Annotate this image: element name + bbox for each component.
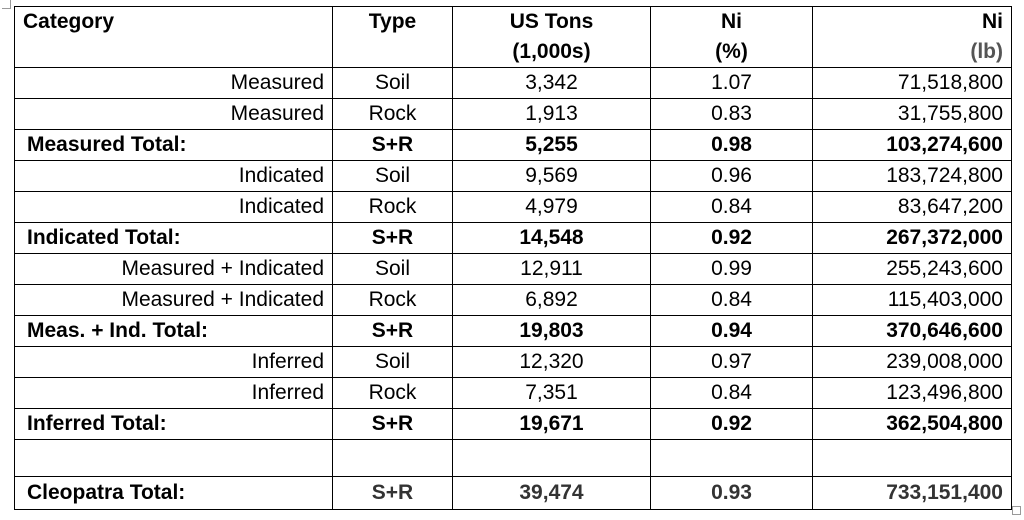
cell-ni-pct: 0.93 — [651, 477, 813, 510]
cell-category: Inferred — [15, 378, 333, 409]
header-us-tons — [453, 7, 651, 68]
cell-type: Soil — [333, 161, 453, 192]
header-category — [15, 7, 333, 68]
cell-category: Measured + Indicated — [15, 285, 333, 316]
cell-ni-pct: 0.96 — [651, 161, 813, 192]
cell-category: Indicated Total: — [15, 223, 333, 254]
cell-ni-lb: 115,403,000 — [813, 285, 1012, 316]
cell-category: Inferred Total: — [15, 409, 333, 440]
cell-ni-lb: 239,008,000 — [813, 347, 1012, 378]
header-type — [333, 7, 453, 68]
cell-category — [15, 440, 333, 477]
cell-ni-pct: 1.07 — [651, 68, 813, 99]
cell-category: Cleopatra Total: — [15, 477, 333, 510]
header-us-tons-label: US Tons — [509, 10, 594, 33]
cell-ni-lb: 255,243,600 — [813, 254, 1012, 285]
table-row — [15, 161, 1012, 192]
table-resize-handle[interactable] — [1012, 506, 1021, 515]
cell-ni-pct: 0.97 — [651, 347, 813, 378]
table-row — [15, 99, 1012, 130]
cell-ni-pct: 0.98 — [651, 130, 813, 161]
table-row — [15, 192, 1012, 223]
header-ni-percent-label: Ni — [721, 10, 742, 33]
cell-tons: 6,892 — [453, 285, 651, 316]
cell-ni-lb: 123,496,800 — [813, 378, 1012, 409]
table-row — [15, 223, 1012, 254]
cell-type — [333, 440, 453, 477]
cell-ni-lb: 83,647,200 — [813, 192, 1012, 223]
cell-type: S+R — [333, 130, 453, 161]
cell-type: Rock — [333, 378, 453, 409]
cell-ni-pct: 0.84 — [651, 285, 813, 316]
cell-type: Soil — [333, 347, 453, 378]
cell-type: S+R — [333, 316, 453, 347]
cell-category: Measured + Indicated — [15, 254, 333, 285]
cell-tons: 1,913 — [453, 99, 651, 130]
header-ni-percent — [651, 7, 813, 68]
header-ni-percent-unit: (%) — [715, 40, 748, 63]
cell-ni-pct: 0.99 — [651, 254, 813, 285]
cell-category: Meas. + Ind. Total: — [15, 316, 333, 347]
cell-category: Measured Total: — [15, 130, 333, 161]
table-row — [15, 285, 1012, 316]
cell-tons: 39,474 — [453, 477, 651, 510]
table-row — [15, 347, 1012, 378]
cell-type: S+R — [333, 223, 453, 254]
cell-category: Inferred — [15, 347, 333, 378]
table-row — [15, 130, 1012, 161]
cell-ni-pct — [651, 440, 813, 477]
cell-type: Soil — [333, 68, 453, 99]
cell-type: S+R — [333, 409, 453, 440]
resource-estimate-table — [14, 6, 1012, 510]
cell-type: S+R — [333, 477, 453, 510]
cell-ni-pct: 0.83 — [651, 99, 813, 130]
table-row — [15, 477, 1012, 510]
table-row — [15, 409, 1012, 440]
cell-tons: 9,569 — [453, 161, 651, 192]
cell-tons: 3,342 — [453, 68, 651, 99]
cell-ni-lb: 71,518,800 — [813, 68, 1012, 99]
cell-type: Rock — [333, 285, 453, 316]
header-ni-lb-unit: (lb) — [970, 40, 1003, 63]
cell-type: Rock — [333, 192, 453, 223]
header-ni-lb — [813, 7, 1012, 68]
table-row — [15, 378, 1012, 409]
cell-ni-lb: 370,646,600 — [813, 316, 1012, 347]
cell-category: Measured — [15, 99, 333, 130]
cell-ni-pct: 0.92 — [651, 409, 813, 440]
cell-category: Measured — [15, 68, 333, 99]
cell-tons: 4,979 — [453, 192, 651, 223]
cell-ni-lb — [813, 440, 1012, 477]
cell-ni-lb: 362,504,800 — [813, 409, 1012, 440]
header-row — [15, 7, 1012, 68]
cell-type: Soil — [333, 254, 453, 285]
header-us-tons-unit: (1,000s) — [512, 40, 591, 63]
cell-ni-lb: 267,372,000 — [813, 223, 1012, 254]
cell-ni-lb: 31,755,800 — [813, 99, 1012, 130]
cell-tons — [453, 440, 651, 477]
cell-ni-pct: 0.94 — [651, 316, 813, 347]
cell-tons: 19,803 — [453, 316, 651, 347]
cell-tons: 7,351 — [453, 378, 651, 409]
table-row — [15, 254, 1012, 285]
cell-tons: 14,548 — [453, 223, 651, 254]
cell-ni-pct: 0.84 — [651, 378, 813, 409]
header-ni-lb-label: Ni — [982, 10, 1003, 33]
cell-tons: 12,911 — [453, 254, 651, 285]
table-row — [15, 316, 1012, 347]
cell-category: Indicated — [15, 161, 333, 192]
cell-ni-lb: 733,151,400 — [813, 477, 1012, 510]
cell-ni-lb: 183,724,800 — [813, 161, 1012, 192]
header-type-label: Type — [368, 10, 417, 33]
cell-type: Rock — [333, 99, 453, 130]
cell-category: Indicated — [15, 192, 333, 223]
table-row — [15, 440, 1012, 477]
cell-ni-pct: 0.92 — [651, 223, 813, 254]
page-corner-mark — [2, 0, 11, 9]
cell-ni-pct: 0.84 — [651, 192, 813, 223]
table-row — [15, 68, 1012, 99]
cell-ni-lb: 103,274,600 — [813, 130, 1012, 161]
header-category-label: Category — [23, 10, 115, 33]
cell-tons: 5,255 — [453, 130, 651, 161]
cell-tons: 12,320 — [453, 347, 651, 378]
cell-tons: 19,671 — [453, 409, 651, 440]
